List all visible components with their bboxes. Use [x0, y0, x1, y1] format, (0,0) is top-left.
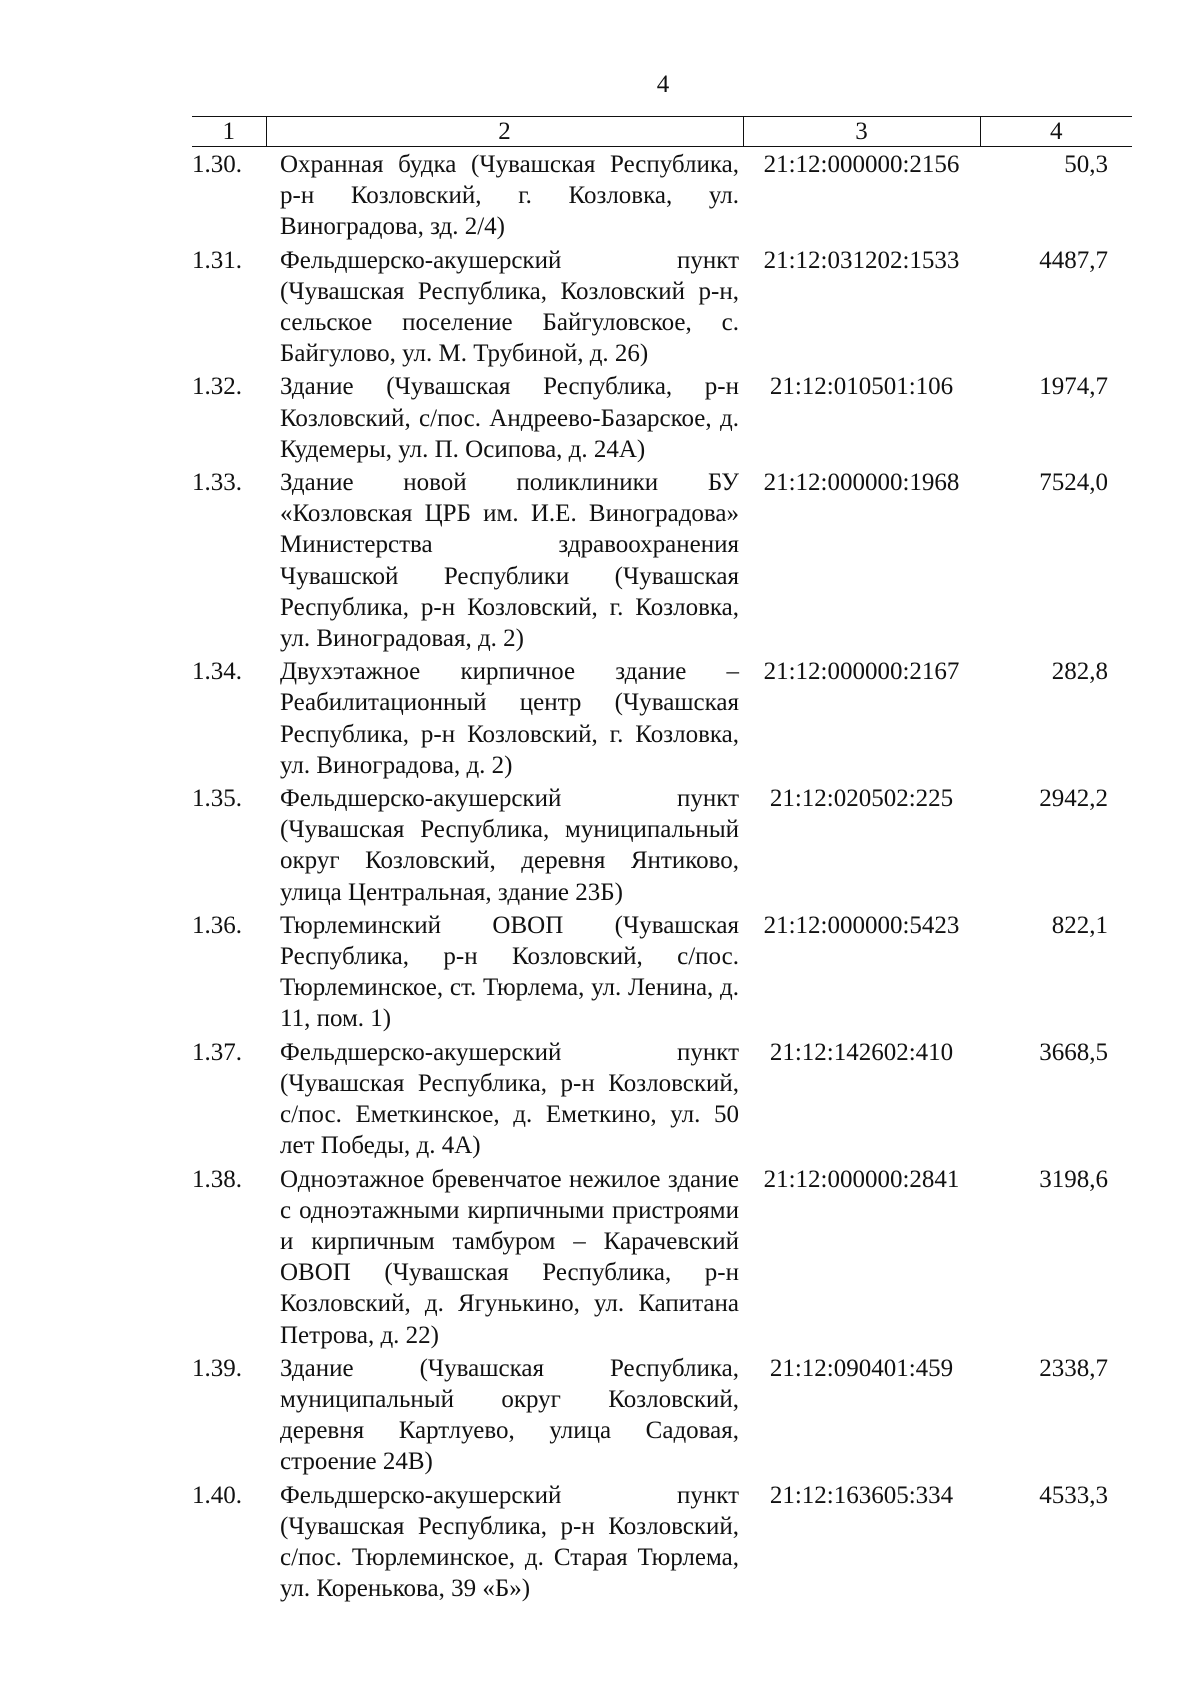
- row-number: 1.31.: [192, 246, 242, 274]
- area-value: 4533,3: [1039, 1481, 1108, 1509]
- object-description: Тюрлеминский ОВОП (Чувашская Республика, р-н Козловский, с/пос. Тюрлеминское, ст. Тюрлема, ул. Ленина, д. 11, пом. 1): [280, 911, 739, 1033]
- cadastral-number: 21:12:163605:334: [769, 1481, 954, 1509]
- object-description: Фельдшерско-акушерский пункт (Чувашская Республика, р-н Козловский, с/пос. Еметкинское, д. Еметкино, ул. 50 лет Победы, д. 4А): [280, 1038, 739, 1160]
- property-table: [192, 116, 1132, 1604]
- object-description: Фельдшерско-акушерский пункт (Чувашская Республика, муниципальный округ Козловский, деревня Янтиково, улица Центральная, здание 23Б): [280, 785, 739, 906]
- table-row: [192, 243, 1132, 370]
- cadastral-number: 21:12:000000:5423: [763, 911, 960, 939]
- page-number: 4: [656, 71, 670, 98]
- cadastral-number: 21:12:090401:459: [769, 1354, 954, 1382]
- table-row: [192, 1035, 1132, 1162]
- object-description: Здание новой поликлиники БУ «Козловская ЦРБ им. И.Е. Виноградова» Министерства здравоохранения Чувашской Республики (Чувашская Республика, р-н Козловский, г. Козловка, ул. Виноградовая, д. 2): [280, 469, 739, 653]
- row-number: 1.30.: [192, 151, 242, 178]
- cadastral-number: 21:12:000000:2167: [763, 658, 960, 686]
- row-number: 1.36.: [192, 911, 242, 939]
- object-description: Одноэтажное бревенчатое нежилое здание с одноэтажными кирпичными пристроями и кирпичным тамбуром – Карачевский ОВОП (Чувашская Республика, р-н Козловский, д. Ягунькино, ул. Капитана Петрова, д. 22): [280, 1165, 739, 1349]
- area-value: 7524,0: [1039, 469, 1108, 497]
- area-value: 282,8: [1051, 658, 1108, 686]
- cadastral-number: 21:12:000000:2156: [763, 151, 960, 178]
- row-number: 1.37.: [192, 1038, 242, 1066]
- area-value: 822,1: [1051, 911, 1108, 939]
- table-row: [192, 908, 1132, 1035]
- object-description: Двухэтажное кирпичное здание – Реабилитационный центр (Чувашская Республика, р-н Козловский, г. Козловка, ул. Виноградова, д. 2): [280, 658, 739, 779]
- column-header: 3: [743, 117, 980, 147]
- cadastral-number: 21:12:020502:225: [769, 785, 954, 813]
- table-row: [192, 1162, 1132, 1351]
- table-body: [192, 147, 1132, 1605]
- row-number: 1.39.: [192, 1354, 242, 1382]
- object-description: Охранная будка (Чувашская Республика, р-н Козловский, г. Козловка, ул. Виноградова, зд. 2/4): [280, 151, 739, 241]
- table-row: [192, 147, 1132, 243]
- area-value: 3198,6: [1039, 1165, 1108, 1193]
- area-value: 1974,7: [1039, 373, 1108, 401]
- row-number: 1.34.: [192, 658, 242, 686]
- column-header: 2: [266, 117, 743, 147]
- column-header: 4: [980, 117, 1132, 147]
- area-value: 4487,7: [1039, 246, 1108, 274]
- object-description: Фельдшерско-акушерский пункт (Чувашская Республика, р-н Козловский, с/пос. Тюрлеминское, д. Старая Тюрлема, ул. Коренькова, 39 «Б»): [280, 1481, 739, 1603]
- table-row: [192, 1351, 1132, 1478]
- area-value: 50,3: [1064, 151, 1108, 178]
- table-row: [192, 465, 1132, 654]
- row-number: 1.40.: [192, 1481, 242, 1509]
- area-value: 2338,7: [1039, 1354, 1108, 1382]
- row-number: 1.33.: [192, 469, 242, 497]
- row-number: 1.35.: [192, 785, 242, 813]
- area-value: 3668,5: [1039, 1038, 1108, 1066]
- cadastral-number: 21:12:142602:410: [769, 1038, 954, 1066]
- cadastral-number: 21:12:031202:1533: [763, 246, 960, 274]
- object-description: Здание (Чувашская Республика, р-н Козловский, с/пос. Андреево-Базарское, д. Кудемеры, ул. П. Осипова, д. 24А): [280, 373, 739, 463]
- table-row: [192, 1478, 1132, 1605]
- object-description: Фельдшерско-акушерский пункт (Чувашская Республика, Козловский р-н, сельское поселение Байгуловское, с. Байгулово, ул. М. Трубиной, д. 26): [280, 246, 739, 368]
- column-header: 1: [192, 117, 266, 147]
- cadastral-number: 21:12:000000:2841: [763, 1165, 960, 1193]
- table-row: [192, 781, 1132, 908]
- cadastral-number: 21:12:000000:1968: [763, 469, 960, 497]
- row-number: 1.38.: [192, 1165, 242, 1193]
- table-header: [192, 117, 1132, 147]
- cadastral-number: 21:12:010501:106: [769, 373, 954, 401]
- table-row: [192, 654, 1132, 781]
- row-number: 1.32.: [192, 373, 242, 401]
- object-description: Здание (Чувашская Республика, муниципальный округ Козловский, деревня Картлуево, улица Садовая, строение 24В): [280, 1354, 739, 1476]
- area-value: 2942,2: [1039, 785, 1108, 813]
- table-row: [192, 369, 1132, 465]
